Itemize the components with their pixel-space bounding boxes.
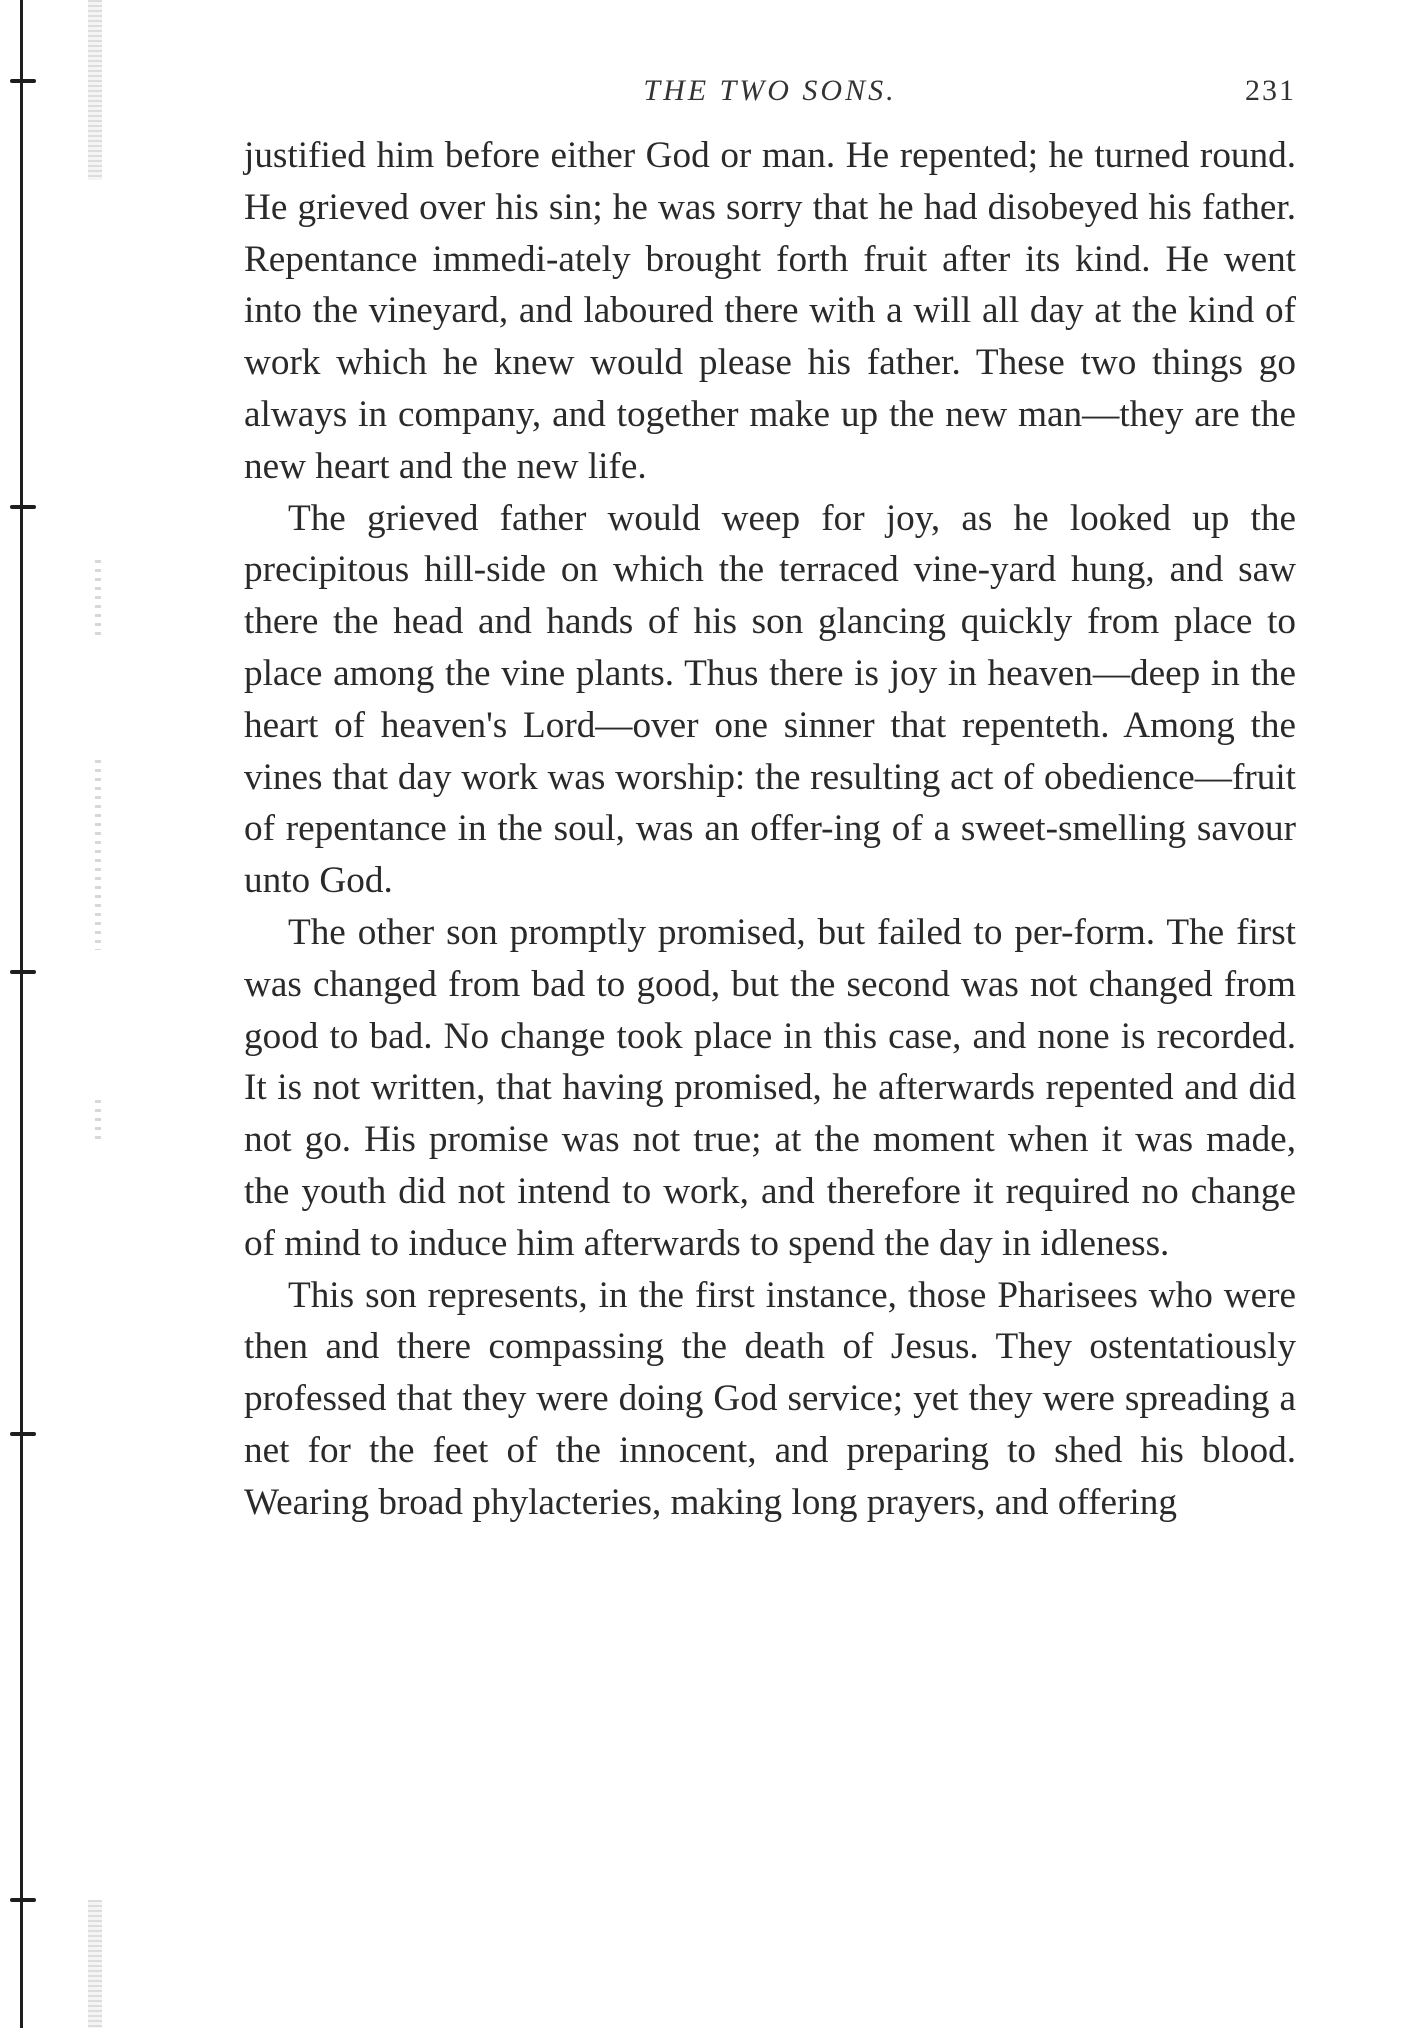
page-edge-speckle [95,1100,101,1140]
page-number: 231 [1245,74,1296,107]
running-head-title: THE TWO SONS. [643,74,897,107]
paragraph: This son represents, in the first instance, those Pharisees who were then and there compassing the death of Jesus. They ostentatiously professed that they were doing God service; yet they were spreading a net for the feet of the innocent, and preparing to shed his blood. Wearing broad phylacteries, making long prayers, and offering [244,1274,1296,1523]
spine-binding-mark [10,500,36,514]
spine-binding-mark [10,1893,36,1907]
page-edge-speckle [95,560,101,640]
paragraph: justified him before either God or man. He repented; he turned round. He grieved over his sin; he was sorry that he had disobeyed his father. Repentance immedi-ately brought forth fruit after its kind. He went into the vineyard, and laboured there with a will all day at the kind of work which he knew would please his father. These two things go always in company, and together make up the new man—they are the new heart and the new life. [244,135,1296,487]
spine-binding-mark [10,1427,36,1441]
page-edge-texture [88,1900,102,2028]
book-spine-line [20,0,23,2028]
page-edge-texture [88,0,102,180]
paragraph: The other son promptly promised, but failed to per-form. The first was changed from bad to good, but the second was not changed from good to bad. No change took place in this case, and none is recorded. It is not written, that having promised, he afterwards repented and did not go. His promise was not true; at the moment when it was made, the youth did not intend to work, and therefore it required no change of mind to induce him afterwards to spend the day in idleness. [244,911,1296,1264]
running-head [244,60,1296,120]
book-page [244,60,1296,1529]
spine-binding-mark [10,965,36,979]
page-edge-speckle [95,760,101,950]
paragraph: The grieved father would weep for joy, as he looked up the precipitous hill-side on which the terraced vine-yard hung, and saw there the head and hands of his son glancing quickly from place to place among the vine plants. Thus there is joy in heaven—deep in the heart of heaven's Lord—over one sinner that repenteth. Among the vines that day work was worship: the resulting act of obedience—fruit of repentance in the soul, was an offer-ing of a sweet-smelling savour unto God. [244,497,1296,902]
body-text [244,130,1296,1529]
spine-binding-mark [10,74,36,88]
